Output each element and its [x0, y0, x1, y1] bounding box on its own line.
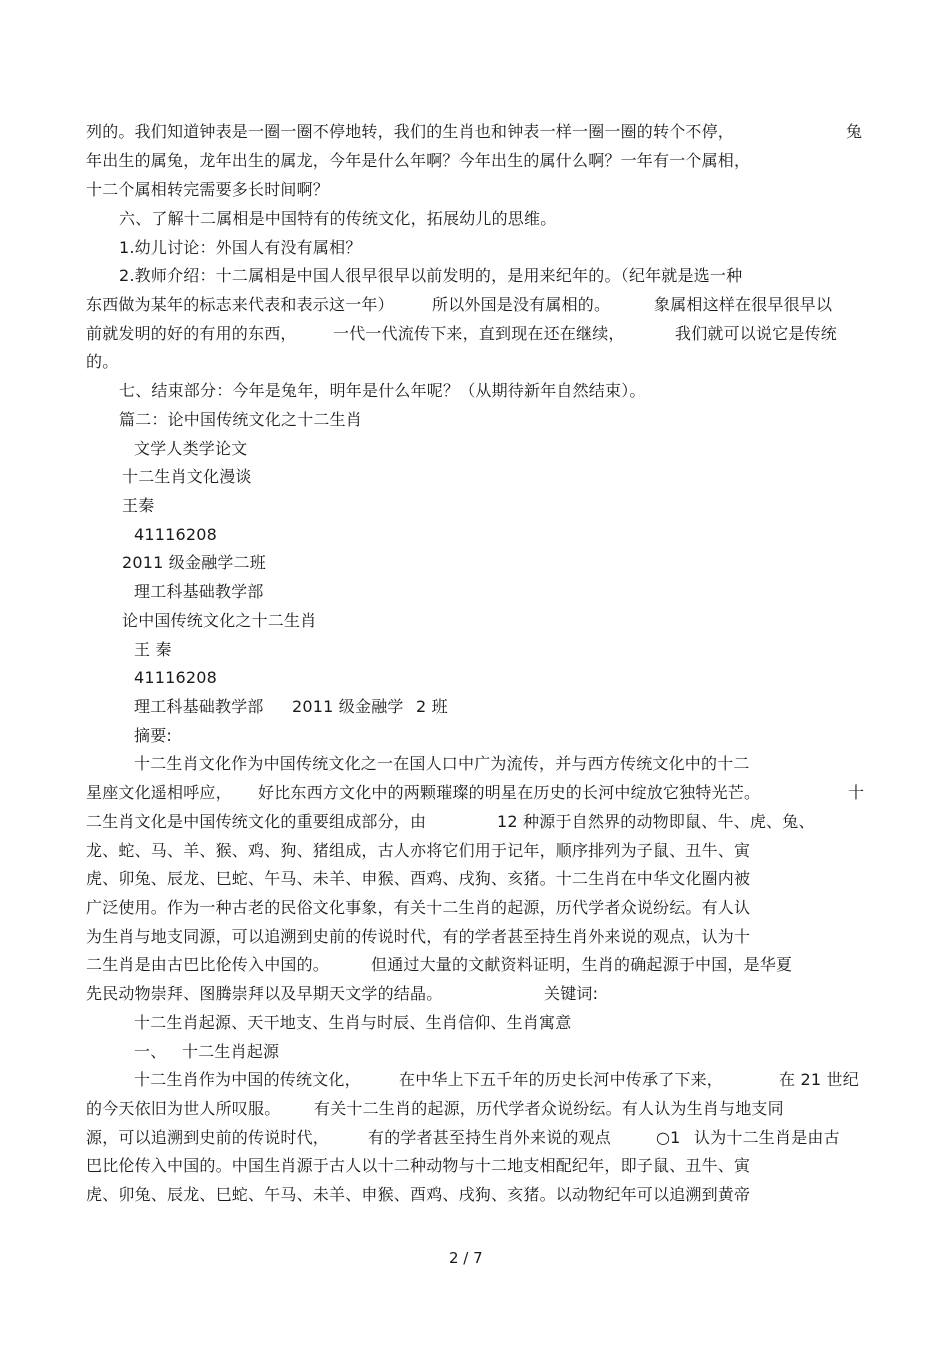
text-segment: 龙、蛇、马、羊、猴、鸡、狗、猪组成，古人亦将它们用于记年，顺序排列为子鼠、丑牛、寅: [86, 841, 751, 860]
text-segment: 篇二：论中国传统文化之十二生肖: [119, 410, 363, 429]
text-line: [544, 984, 598, 1004]
text-segment: 列的。我们知道钟表是一圈一圈不停地转，我们的生肖也和钟表一样一圈一圈的转个不停，: [86, 122, 735, 141]
text-segment: 理工科基础教学部: [134, 582, 264, 601]
text-segment: 12 种源于自然界的动物即鼠、牛、虎、兔、: [497, 812, 815, 831]
text-line: [134, 1042, 166, 1062]
text-line: [119, 238, 361, 258]
text-segment: 41116208: [134, 525, 218, 544]
text-line: [654, 295, 832, 315]
text-segment: 关键词:: [544, 984, 599, 1003]
text-segment: 2.教师介绍：十二属相是中国人很早很早以前发明的，是用来纪年的。（纪年就是选一种: [119, 266, 743, 285]
text-segment: 十二生肖起源、天干地支、生肖与时辰、生肖信仰、生肖寓意: [134, 1013, 572, 1032]
text-line: [416, 697, 448, 717]
text-segment: 星座文化遥相呼应，: [86, 783, 232, 802]
text-segment: 有关十二生肖的起源，历代学者众说纷纭。有人认为生肖与地支同: [314, 1099, 784, 1118]
text-line: [86, 122, 734, 142]
text-line: [122, 553, 266, 573]
text-segment: 一、: [134, 1042, 167, 1061]
text-segment: 所以外国是没有属相的。: [432, 295, 611, 314]
text-line: [86, 927, 750, 947]
text-segment: 源，可以追溯到史前的传说时代，: [86, 1128, 330, 1147]
text-segment: 摘要:: [134, 726, 172, 745]
text-line: [122, 611, 316, 631]
text-line: [86, 180, 329, 200]
text-line: [86, 324, 297, 344]
text-line: [86, 812, 426, 832]
text-line: [86, 869, 750, 889]
text-segment: 前就发明的好的有用的东西，: [86, 324, 297, 343]
text-line: [292, 697, 404, 717]
text-line: [134, 726, 172, 746]
text-line: [182, 1042, 279, 1062]
text-line: [86, 1185, 750, 1205]
text-segment: 虎、卯兔、辰龙、巳蛇、午马、未羊、申猴、酉鸡、戌狗、亥猪。以动物纪年可以追溯到黄帝: [86, 1185, 751, 1204]
text-line: [86, 295, 394, 315]
text-segment: 兔: [846, 122, 863, 141]
text-segment: 象属相这样在很早很早以: [654, 295, 833, 314]
text-line: [368, 1128, 611, 1148]
text-line: [134, 525, 217, 545]
text-line: [134, 668, 217, 688]
text-segment: 广泛使用。作为一种古老的民俗文化事象，有关十二生肖的起源，历代学者众说纷纭。有人认: [86, 898, 751, 917]
text-line: [119, 266, 742, 286]
page-number-text: 2 / 7: [449, 1249, 483, 1267]
text-segment: 十二生肖起源: [182, 1042, 280, 1061]
text-segment: 有的学者甚至持生肖外来说的观点: [368, 1128, 612, 1147]
text-segment: 论中国传统文化之十二生肖: [122, 611, 317, 630]
text-line: [119, 381, 646, 401]
text-segment: ○1: [656, 1128, 681, 1147]
text-segment: 我们就可以说它是传统: [675, 324, 838, 343]
text-segment: 一代一代流传下来，直到现在还在继续，: [333, 324, 625, 343]
text-segment: 2 班: [416, 697, 448, 716]
text-line: [86, 898, 750, 918]
text-segment: 2011 级金融学二班: [122, 553, 267, 572]
text-line: [134, 439, 247, 459]
text-segment: 十二个属相转完需要多长时间啊？: [86, 180, 330, 199]
text-segment: 2011 级金融学: [292, 697, 404, 716]
text-segment: 但通过大量的文献资料证明，生肖的确起源于中国，是华夏: [371, 955, 793, 974]
text-line: [134, 1013, 571, 1033]
text-line: [86, 984, 442, 1004]
text-line: [86, 955, 329, 975]
text-segment: 认为十二生肖是由古: [694, 1128, 840, 1147]
text-segment: 十二生肖文化作为中国传统文化之一在国人口中广为流传，并与西方传统文化中的十二: [134, 754, 750, 773]
text-line: [134, 754, 750, 774]
text-line: [119, 410, 362, 430]
text-segment: 巴比伦传入中国的。中国生肖源于古人以十二种动物与十二地支相配纪年，即子鼠、丑牛、寅: [86, 1156, 751, 1175]
text-line: [779, 1070, 859, 1090]
text-segment: 二生肖文化是中国传统文化的重要组成部分，由: [86, 812, 427, 831]
text-line: [134, 582, 264, 602]
text-segment: 王秦: [122, 496, 155, 515]
text-line: [86, 151, 750, 171]
text-segment: 1.幼儿讨论：外国人有没有属相？: [119, 238, 362, 257]
text-line: [399, 1070, 723, 1090]
page-number: [449, 1248, 483, 1268]
text-line: [846, 122, 862, 142]
text-line: [86, 1128, 329, 1148]
text-segment: 十: [848, 783, 865, 802]
text-line: [134, 1070, 361, 1090]
text-segment: 十二生肖文化漫谈: [122, 467, 252, 486]
text-segment: 七、结束部分：今年是兔年，明年是什么年呢？（从期待新年自然结束）。: [119, 381, 646, 400]
text-segment: 41116208: [134, 668, 218, 687]
text-line: [258, 783, 760, 803]
text-segment: 二生肖是由古巴比伦传入中国的。: [86, 955, 330, 974]
text-line: [86, 783, 232, 803]
text-segment: 虎、卯兔、辰龙、巳蛇、午马、未羊、申猴、酉鸡、戌狗、亥猪。十二生肖在中华文化圈内被: [86, 869, 751, 888]
text-line: [122, 467, 252, 487]
text-segment: 的。: [86, 352, 119, 371]
text-line: [86, 352, 118, 372]
text-segment: 在 21 世纪: [779, 1070, 859, 1089]
text-line: [122, 496, 154, 516]
text-line: [134, 640, 172, 660]
text-segment: 文学人类学论文: [134, 439, 248, 458]
text-segment: 理工科基础教学部: [134, 697, 264, 716]
text-line: [694, 1128, 840, 1148]
text-segment: 在中华上下五千年的历史长河中传承了下来，: [399, 1070, 724, 1089]
text-segment: 先民动物崇拜、图腾崇拜以及早期天文学的结晶。: [86, 984, 443, 1003]
text-line: [497, 812, 815, 832]
text-segment: 的今天依旧为世人所叹服。: [86, 1099, 281, 1118]
text-segment: 好比东西方文化中的两颗璀璨的明星在历史的长河中绽放它独特光芒。: [258, 783, 761, 802]
text-segment: 六、了解十二属相是中国特有的传统文化，拓展幼儿的思维。: [119, 209, 557, 228]
text-line: [314, 1099, 784, 1119]
text-line: [333, 324, 625, 344]
text-line: [371, 955, 792, 975]
text-line: [848, 783, 864, 803]
text-segment: 为生肖与地支同源，可以追溯到史前的传说时代，有的学者甚至持生肖外来说的观点，认为十: [86, 927, 751, 946]
text-segment: 十二生肖作为中国的传统文化，: [134, 1070, 361, 1089]
text-line: [119, 209, 556, 229]
text-line: [134, 697, 264, 717]
text-line: [86, 1156, 750, 1176]
text-line: [432, 295, 610, 315]
text-segment: 王 秦: [134, 640, 172, 659]
text-segment: 东西做为某年的标志来代表和表示这一年）: [86, 295, 394, 314]
footnote-marker: [656, 1128, 681, 1148]
text-line: [86, 1099, 280, 1119]
text-line: [86, 841, 750, 861]
text-segment: 年出生的属兔，龙年出生的属龙，今年是什么年啊？今年出生的属什么啊？一年有一个属相，: [86, 151, 751, 170]
text-line: [675, 324, 837, 344]
